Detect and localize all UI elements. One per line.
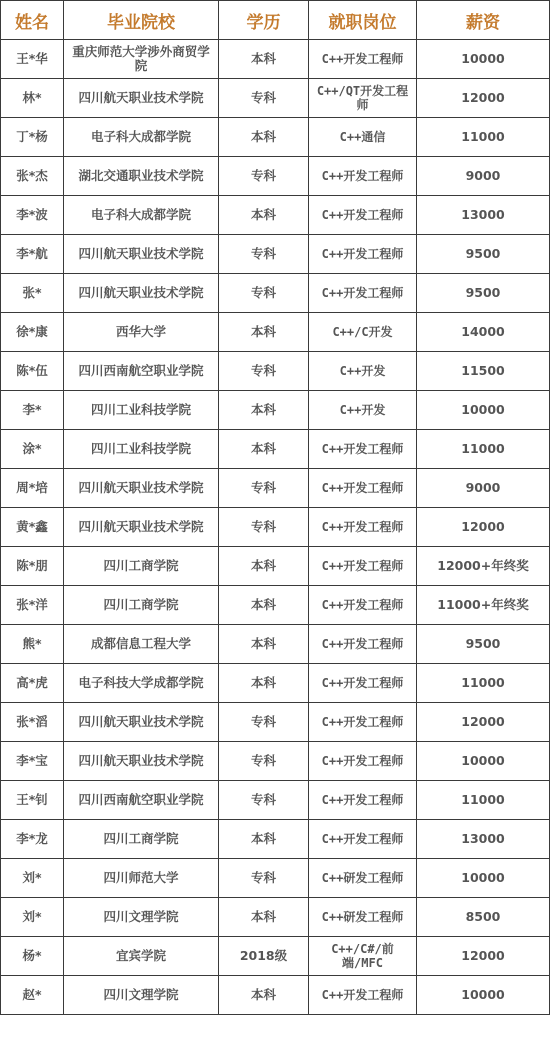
cell-job: C++开发工程师 (309, 625, 417, 664)
cell-salary: 11500 (417, 352, 550, 391)
cell-salary: 9500 (417, 235, 550, 274)
table-row (1, 937, 550, 976)
cell-name: 周*培 (1, 469, 64, 508)
cell-job: C++开发工程师 (309, 586, 417, 625)
cell-job: C++开发工程师 (309, 820, 417, 859)
cell-name: 王*钊 (1, 781, 64, 820)
cell-salary: 12000 (417, 79, 550, 118)
cell-job: C++开发工程师 (309, 196, 417, 235)
cell-job: C++开发 (309, 352, 417, 391)
cell-education: 专科 (219, 352, 309, 391)
cell-name: 李* (1, 391, 64, 430)
cell-education: 专科 (219, 508, 309, 547)
cell-education: 专科 (219, 157, 309, 196)
cell-school: 四川航天职业技术学院 (64, 469, 219, 508)
cell-job: C++开发工程师 (309, 40, 417, 79)
cell-job: C++开发工程师 (309, 664, 417, 703)
cell-education: 专科 (219, 703, 309, 742)
table-row (1, 196, 550, 235)
table-row (1, 313, 550, 352)
cell-school: 四川工商学院 (64, 820, 219, 859)
cell-education: 专科 (219, 859, 309, 898)
cell-name: 陈*伍 (1, 352, 64, 391)
cell-job: C++开发工程师 (309, 703, 417, 742)
cell-name: 熊* (1, 625, 64, 664)
table-body (1, 40, 550, 1015)
cell-education: 本科 (219, 898, 309, 937)
cell-name: 赵* (1, 976, 64, 1015)
cell-school: 四川文理学院 (64, 976, 219, 1015)
cell-school: 四川工商学院 (64, 547, 219, 586)
cell-school: 重庆师范大学涉外商贸学院 (64, 40, 219, 79)
cell-salary: 11000+年终奖 (417, 586, 550, 625)
cell-school: 四川航天职业技术学院 (64, 703, 219, 742)
table-row (1, 742, 550, 781)
cell-education: 专科 (219, 469, 309, 508)
cell-name: 李*宝 (1, 742, 64, 781)
cell-salary: 10000 (417, 742, 550, 781)
cell-job: C++开发工程师 (309, 508, 417, 547)
cell-salary: 12000 (417, 937, 550, 976)
table-row (1, 976, 550, 1015)
cell-job: C++/QT开发工程师 (309, 79, 417, 118)
header-salary: 薪资 (417, 1, 550, 40)
table-row (1, 469, 550, 508)
cell-salary: 10000 (417, 391, 550, 430)
cell-salary: 11000 (417, 118, 550, 157)
cell-name: 杨* (1, 937, 64, 976)
cell-name: 刘* (1, 859, 64, 898)
cell-job: C++/C开发 (309, 313, 417, 352)
table-row (1, 508, 550, 547)
table-row (1, 274, 550, 313)
cell-name: 丁*杨 (1, 118, 64, 157)
cell-education: 专科 (219, 781, 309, 820)
cell-name: 张*滔 (1, 703, 64, 742)
cell-job: C++/C#/前端/MFC (309, 937, 417, 976)
cell-salary: 9000 (417, 157, 550, 196)
table-row (1, 157, 550, 196)
cell-salary: 8500 (417, 898, 550, 937)
cell-education: 2018级 (219, 937, 309, 976)
cell-salary: 10000 (417, 976, 550, 1015)
cell-education: 本科 (219, 430, 309, 469)
cell-salary: 12000 (417, 703, 550, 742)
cell-salary: 14000 (417, 313, 550, 352)
cell-salary: 13000 (417, 196, 550, 235)
cell-education: 本科 (219, 547, 309, 586)
cell-salary: 12000 (417, 508, 550, 547)
cell-name: 张*杰 (1, 157, 64, 196)
cell-name: 李*龙 (1, 820, 64, 859)
cell-name: 黄*鑫 (1, 508, 64, 547)
cell-salary: 10000 (417, 40, 550, 79)
cell-name: 陈*朋 (1, 547, 64, 586)
cell-school: 成都信息工程大学 (64, 625, 219, 664)
cell-job: C++开发工程师 (309, 157, 417, 196)
cell-salary: 9500 (417, 274, 550, 313)
table-row (1, 235, 550, 274)
table-row (1, 391, 550, 430)
cell-job: C++开发工程师 (309, 781, 417, 820)
cell-education: 专科 (219, 79, 309, 118)
cell-job: C++开发工程师 (309, 430, 417, 469)
cell-school: 湖北交通职业技术学院 (64, 157, 219, 196)
cell-school: 四川工业科技学院 (64, 391, 219, 430)
cell-name: 李*航 (1, 235, 64, 274)
cell-education: 本科 (219, 820, 309, 859)
cell-job: C++开发工程师 (309, 235, 417, 274)
cell-school: 四川航天职业技术学院 (64, 508, 219, 547)
cell-job: C++研发工程师 (309, 859, 417, 898)
cell-job: C++开发 (309, 391, 417, 430)
cell-education: 专科 (219, 235, 309, 274)
cell-job: C++开发工程师 (309, 274, 417, 313)
table-row (1, 898, 550, 937)
cell-school: 四川航天职业技术学院 (64, 79, 219, 118)
table-row (1, 430, 550, 469)
cell-education: 专科 (219, 274, 309, 313)
table-row (1, 586, 550, 625)
table-row (1, 820, 550, 859)
cell-education: 本科 (219, 118, 309, 157)
cell-education: 专科 (219, 742, 309, 781)
table-row (1, 79, 550, 118)
header-education: 学历 (219, 1, 309, 40)
cell-school: 电子科大成都学院 (64, 118, 219, 157)
cell-education: 本科 (219, 586, 309, 625)
cell-education: 本科 (219, 313, 309, 352)
cell-education: 本科 (219, 196, 309, 235)
cell-education: 本科 (219, 625, 309, 664)
cell-school: 宜宾学院 (64, 937, 219, 976)
cell-name: 高*虎 (1, 664, 64, 703)
cell-education: 本科 (219, 664, 309, 703)
cell-school: 四川师范大学 (64, 859, 219, 898)
cell-job: C++通信 (309, 118, 417, 157)
header-school: 毕业院校 (64, 1, 219, 40)
cell-salary: 11000 (417, 781, 550, 820)
cell-name: 涂* (1, 430, 64, 469)
cell-salary: 11000 (417, 430, 550, 469)
cell-name: 李*波 (1, 196, 64, 235)
cell-name: 林* (1, 79, 64, 118)
cell-education: 本科 (219, 976, 309, 1015)
cell-salary: 9500 (417, 625, 550, 664)
cell-school: 四川航天职业技术学院 (64, 235, 219, 274)
cell-salary: 11000 (417, 664, 550, 703)
cell-school: 四川工商学院 (64, 586, 219, 625)
table-row (1, 40, 550, 79)
cell-education: 本科 (219, 391, 309, 430)
table-row (1, 859, 550, 898)
cell-school: 电子科大成都学院 (64, 196, 219, 235)
cell-salary: 13000 (417, 820, 550, 859)
cell-job: C++开发工程师 (309, 469, 417, 508)
table-row (1, 703, 550, 742)
table-header-row (1, 1, 550, 40)
cell-education: 本科 (219, 40, 309, 79)
table-row (1, 625, 550, 664)
cell-salary: 12000+年终奖 (417, 547, 550, 586)
cell-job: C++研发工程师 (309, 898, 417, 937)
cell-school: 西华大学 (64, 313, 219, 352)
cell-school: 四川西南航空职业学院 (64, 352, 219, 391)
table-row (1, 664, 550, 703)
table-row (1, 352, 550, 391)
table-row (1, 781, 550, 820)
cell-name: 张* (1, 274, 64, 313)
cell-school: 四川西南航空职业学院 (64, 781, 219, 820)
cell-salary: 10000 (417, 859, 550, 898)
cell-school: 四川航天职业技术学院 (64, 742, 219, 781)
cell-name: 张*洋 (1, 586, 64, 625)
cell-name: 徐*康 (1, 313, 64, 352)
table-row (1, 547, 550, 586)
cell-school: 四川工业科技学院 (64, 430, 219, 469)
cell-job: C++开发工程师 (309, 547, 417, 586)
cell-school: 电子科技大学成都学院 (64, 664, 219, 703)
header-name: 姓名 (1, 1, 64, 40)
cell-job: C++开发工程师 (309, 976, 417, 1015)
header-job: 就职岗位 (309, 1, 417, 40)
cell-name: 王*华 (1, 40, 64, 79)
table-row (1, 118, 550, 157)
cell-school: 四川文理学院 (64, 898, 219, 937)
cell-school: 四川航天职业技术学院 (64, 274, 219, 313)
cell-name: 刘* (1, 898, 64, 937)
cell-job: C++开发工程师 (309, 742, 417, 781)
cell-salary: 9000 (417, 469, 550, 508)
